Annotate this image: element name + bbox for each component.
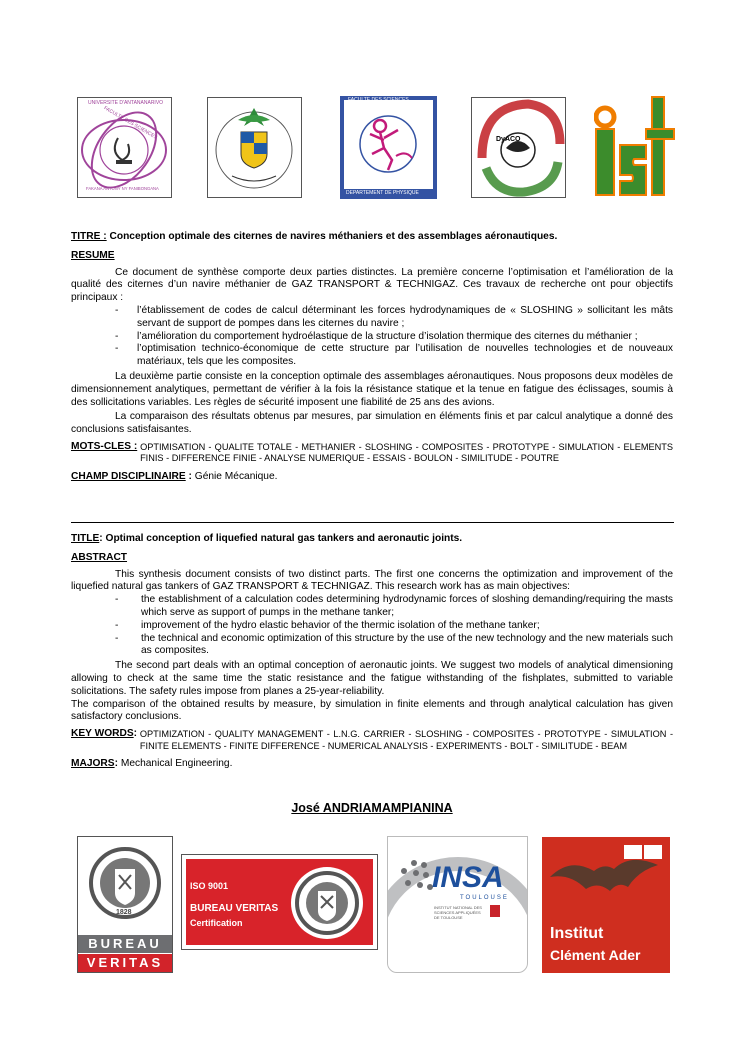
resume-p3: La comparaison des résultats obtenus par mesures, par simulation en éléments finis et par calcul analytique a donné des conclusions satisfaisantes. <box>71 411 673 436</box>
dept-physique-logo <box>340 96 437 199</box>
bat-plane-icon <box>542 837 670 917</box>
title-label: TITLE <box>71 533 100 544</box>
resume-p1: Ce document de synthèse comporte deux parties distinctes. La première concerne l’optimisation et l’amélioration de la qualité des citernes d’un navire méthanier de GAZ TRANSPORT & TECHNIGAZ. Ces travaux de recherche ont pour objectifs principaux : <box>71 266 673 304</box>
majors-row: MAJORS: Mechanical Engineering. <box>71 757 233 769</box>
abstract-p1: This synthesis document consists of two distinct parts. The first one concerns the optimization and improvement of the liquefied natural gas tankers of GAZ TRANSPORT & TECHNIGAZ. This research work has as main objectives: <box>71 568 673 593</box>
univ-bottom-text: FAKANA ANTONY NY FANIBONGANA <box>86 186 159 191</box>
champ-row: CHAMP DISCIPLINAIRE : Génie Mécanique. <box>71 470 278 482</box>
univ-top-text: UNIVERSITE D'ANTANANARIVO <box>88 100 164 106</box>
title-line <box>71 533 673 546</box>
bv-seal-icon <box>78 837 172 935</box>
iso-line1: ISO 9001 <box>190 881 229 891</box>
insa-name: INSA <box>432 861 504 894</box>
mots-cles-row <box>71 441 673 465</box>
univ-mid-text: FACULTE DES SCIENCES <box>102 105 159 141</box>
physics-figure-icon <box>340 96 437 199</box>
mots-cles-label: MOTS-CLES : <box>71 440 138 452</box>
resume-label: RESUME <box>71 249 115 261</box>
abstract-p2: The second part deals with an optimal conception of aeronautic joints. We suggest two models of analytical dimensioning allowing to check at the same time the static resistance and the fatigue withstanding of the fishplates, submitted to variable solicitations. The safety rules impose from planes a 25-year-reliability. <box>71 660 673 697</box>
list-item: - l’amélioration du comportement hydroélastique de la structure d’isolation thermique des citernes du méthanier ; <box>115 330 638 342</box>
dyaco-logo <box>471 97 566 198</box>
dyaco-ring-icon <box>472 98 565 197</box>
insa-dots-icon <box>394 857 434 897</box>
ist-logo <box>594 95 678 197</box>
list-item: - the technical and economic optimization of this structure by the use of the new technology and the new materials such as composites. <box>115 632 673 657</box>
ica-line2: Clément Ader <box>550 947 641 963</box>
list-item: - l’établissement de codes de calcul déterminant les forces hydrodynamiques de « SLOSHING » sollicitant les mâts servant de support de pompes dans les citernes du navire ; <box>115 304 673 329</box>
insa-city: TOULOUSE <box>460 895 509 901</box>
section-divider <box>71 522 674 523</box>
bv-word2: VERITAS <box>78 954 172 972</box>
titre-line <box>71 231 673 244</box>
bv-word1: BUREAU <box>78 935 172 953</box>
list-item: - improvement of the hydro elastic behavior of the thermic isolation of the methane tanker; <box>115 619 540 631</box>
dept-top-text: FACULTE DES SCIENCES <box>348 97 409 103</box>
insa-toulouse-logo <box>387 836 528 973</box>
abstract-label: ABSTRACT <box>71 551 128 563</box>
resume-bullets <box>71 305 673 369</box>
key-words-label: KEY WORDS <box>71 728 134 740</box>
list-item: - l’optimisation technico-économique de cette structure par l’utilisation de nouvelles technologies et de nouveaux matériaux, tels que les composites. <box>115 343 673 368</box>
crest-shield-icon <box>208 98 301 197</box>
bureau-veritas-logo <box>77 836 173 973</box>
key-words-text: OPTIMIZATION - QUALITY MANAGEMENT - L.N.G. CARRIER - SLOSHING - COMPOSITES - PROTOTYPE - SIMULATION - FINITE ELEMENTS - FINITE DIFFERENCE - NUMERICAL ANALYSIS - EXPERIMENTS - BOLT - SIMILITUDE - BEAM <box>139 729 673 751</box>
champ-text: Génie Mécanique. <box>194 470 278 482</box>
majors-label: MAJORS <box>71 757 115 769</box>
titre-text: Conception optimale des citernes de navires méthaniers et des assemblages aéronautiques. <box>109 231 558 242</box>
mots-cles-text: OPTIMISATION - QUALITE TOTALE - METHANIER - SLOSHING - COMPOSITES - PROTOTYPE - SIMULATION - ELEMENTS FINIS - DIFFERENCE FINIE - ANALYSE NUMERIQUE - ESSAIS - BOULON - SIMILITUDE - POUTRE <box>140 441 673 464</box>
univ-seal-icon <box>78 98 171 197</box>
bv-year: 1828 <box>116 909 132 916</box>
majors-text: Mechanical Engineering. <box>120 757 233 769</box>
institut-clement-ader-logo <box>542 837 670 973</box>
bv-seal-small-icon <box>290 861 364 945</box>
insa-emblem <box>490 905 500 917</box>
champ-label: CHAMP DISCIPLINAIRE <box>71 470 186 482</box>
crest-logo <box>207 97 302 198</box>
ica-line1: Institut <box>550 925 604 942</box>
english-section <box>71 533 673 771</box>
list-item: - the establishment of a calculation codes determining hydrodynamic forces of sloshing demanding/requiring the masts which serve as support of pumps in the methane tanker; <box>115 594 673 618</box>
dyaco-center-text: DyACO <box>496 136 521 143</box>
author-name: José ANDRIAMAMPIANINA <box>291 801 453 815</box>
titre-label: TITRE : <box>71 231 107 242</box>
univ-antananarivo-logo <box>77 97 172 198</box>
insa-subtitle: INSTITUT NATIONAL DES SCIENCES APPLIQUÉES DE TOULOUSE <box>434 905 482 920</box>
title-text: : Optimal conception of liquefied natural gas tankers and aeronautic joints. <box>99 533 463 544</box>
key-words-row: KEY WORDS: OPTIMIZATION - QUALITY MANAGEMENT - L.N.G. CARRIER - SLOSHING - COMPOSITES - PROTOTYPE - SIMULATION - FINITE ELEMENTS - FINITE DIFFERENCE - NUMERICAL ANALYSIS - EXPERIMENTS - BOLT - SIMILITUDE - BEAM <box>71 728 673 751</box>
dept-bottom-text: DEPARTEMENT DE PHYSIQUE <box>346 190 419 196</box>
abstract-bullets <box>71 594 673 658</box>
abstract-p3: The comparison of the obtained results by measure, by simulation in finite elements and through analytical calculation has given satisfactory conclusions. <box>71 698 673 723</box>
ist-letters-icon <box>594 95 678 197</box>
iso-9001-logo <box>181 854 378 950</box>
iso-line2: BUREAU VERITAS <box>190 903 279 914</box>
resume-p2: La deuxième partie consiste en la conception optimale des assemblages aéronautiques. Nous proposons deux modèles de dimensionnement analytiques, permettant de vérifier à la fois la résistance statique et la tenue en fatigue des éclissages, soumis à des sollicitations variables. Les règles de sécurité imposent une fiabilité de 25 ans des avions. <box>71 370 673 408</box>
french-section <box>71 231 673 484</box>
iso-line3: Certification <box>190 918 243 928</box>
